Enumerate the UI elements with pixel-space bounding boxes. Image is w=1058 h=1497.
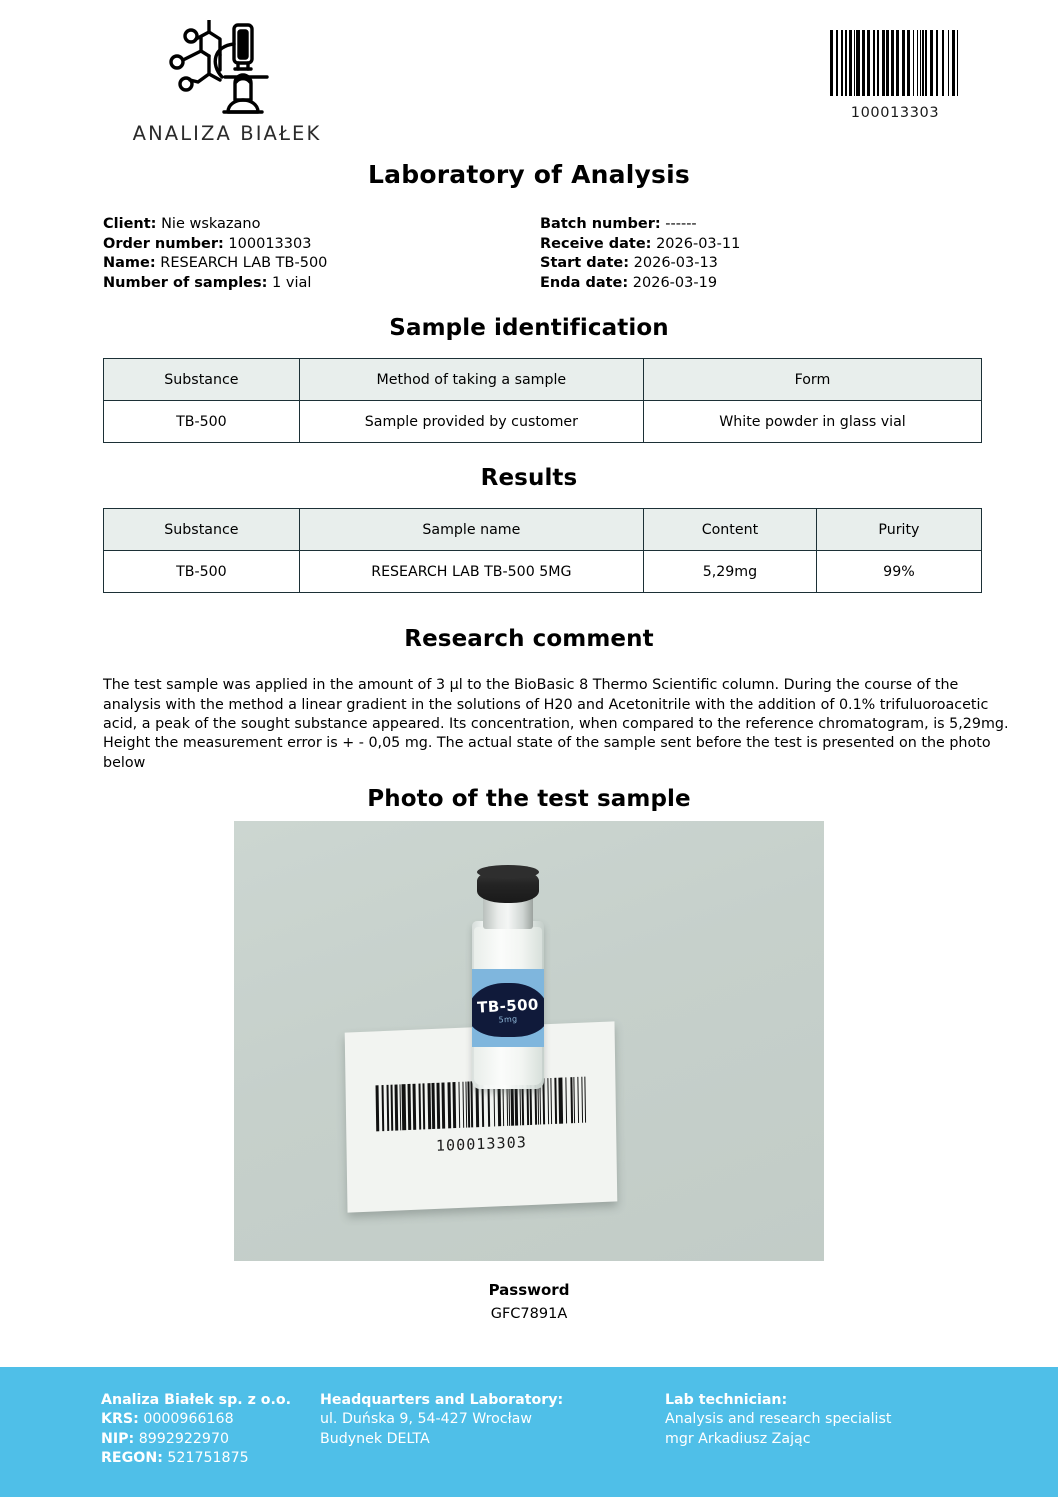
company-name: Analiza Białek sp. z o.o. bbox=[101, 1392, 292, 1408]
column-header: Purity bbox=[816, 509, 981, 551]
address-heading: Headquarters and Laboratory: bbox=[320, 1392, 564, 1408]
meta-row bbox=[540, 274, 740, 294]
company-krs-value: 0000966168 bbox=[143, 1411, 234, 1428]
meta-value: Nie wskazano bbox=[156, 216, 261, 232]
table-cell: TB-500 bbox=[104, 551, 300, 593]
meta-row bbox=[540, 254, 740, 274]
meta-label: Receive date: bbox=[540, 235, 652, 252]
company-krs-label: KRS: bbox=[101, 1411, 139, 1428]
password-value: GFC7891A bbox=[490, 1305, 568, 1322]
barcode-bars bbox=[830, 30, 961, 96]
sample-identification-table bbox=[103, 358, 982, 443]
meta-column-right bbox=[540, 215, 740, 293]
footer-address bbox=[320, 1391, 665, 1497]
meta-row bbox=[540, 235, 740, 255]
column-header: Form bbox=[643, 359, 981, 401]
meta-label: Order number: bbox=[103, 235, 224, 252]
meta-label: Start date: bbox=[540, 255, 630, 272]
meta-value: ------ bbox=[660, 216, 697, 232]
column-header: Substance bbox=[104, 359, 300, 401]
header-barcode bbox=[780, 30, 1010, 121]
table-cell: 99% bbox=[816, 551, 981, 593]
password-block bbox=[0, 1281, 1058, 1322]
microscope-molecule-icon bbox=[168, 20, 286, 116]
barcode-space bbox=[958, 30, 961, 96]
barcode-bar bbox=[584, 1076, 586, 1122]
vial-label-text: TB-500 bbox=[476, 995, 540, 1017]
company-regon-label: REGON: bbox=[101, 1450, 163, 1467]
research-comment-title: Research comment bbox=[404, 626, 654, 653]
table-cell: TB-500 bbox=[104, 401, 300, 443]
password-label: Password bbox=[488, 1280, 570, 1299]
meta-row bbox=[540, 215, 740, 235]
results-title: Results bbox=[480, 465, 578, 492]
meta-row bbox=[103, 254, 540, 274]
technician-line-2: mgr Arkadiusz Zając bbox=[665, 1430, 811, 1447]
table-cell: White powder in glass vial bbox=[643, 401, 981, 443]
company-nip-label: NIP: bbox=[101, 1430, 135, 1447]
table-header-row bbox=[104, 509, 982, 551]
meta-value: 100013303 bbox=[223, 235, 312, 252]
sample-identification-title: Sample identification bbox=[389, 315, 669, 342]
table-cell: Sample provided by customer bbox=[299, 401, 643, 443]
table-header-row bbox=[104, 359, 982, 401]
photo-container bbox=[0, 821, 1058, 1261]
column-header: Method of taking a sample bbox=[299, 359, 643, 401]
meta-label: Client: bbox=[103, 216, 157, 232]
page-footer bbox=[0, 1367, 1058, 1497]
table-row bbox=[104, 401, 982, 443]
company-regon bbox=[101, 1449, 320, 1468]
table-cell: RESEARCH LAB TB-500 5MG bbox=[299, 551, 643, 593]
brand-name: ANALIZA BIAŁEK bbox=[132, 122, 322, 145]
meta-value: 1 vial bbox=[267, 274, 312, 291]
technician-heading: Lab technician: bbox=[665, 1392, 788, 1408]
paper-barcode-number: 100013303 bbox=[435, 1132, 528, 1155]
company-nip-value: 8992922970 bbox=[138, 1430, 230, 1447]
technician-line-1: Analysis and research specialist bbox=[665, 1411, 892, 1428]
meta-column-left bbox=[103, 215, 540, 293]
page-header bbox=[0, 0, 1058, 150]
meta-value: 2026-03-11 bbox=[651, 235, 741, 252]
meta-value: 2026-03-13 bbox=[629, 255, 718, 272]
meta-label: Batch number: bbox=[540, 216, 661, 232]
photo-title: Photo of the test sample bbox=[367, 785, 691, 812]
table-row bbox=[104, 551, 982, 593]
meta-row bbox=[103, 274, 540, 294]
page-title: Laboratory of Analysis bbox=[368, 160, 690, 189]
footer-company bbox=[0, 1391, 320, 1497]
address-line-1: ul. Duńska 9, 54-427 Wrocław bbox=[320, 1411, 532, 1428]
meta-label: Number of samples: bbox=[103, 274, 268, 291]
company-regon-value: 521751875 bbox=[167, 1450, 249, 1467]
order-meta bbox=[0, 215, 1058, 293]
column-header: Content bbox=[643, 509, 816, 551]
meta-row bbox=[103, 235, 540, 255]
meta-row bbox=[103, 215, 540, 235]
company-nip bbox=[101, 1430, 320, 1449]
brand-logo bbox=[97, 20, 357, 145]
company-krs bbox=[101, 1410, 320, 1429]
address-line-2: Budynek DELTA bbox=[320, 1430, 430, 1447]
results-table bbox=[103, 508, 982, 593]
vial-label bbox=[472, 969, 544, 1047]
meta-label: Name: bbox=[103, 255, 156, 272]
meta-value: RESEARCH LAB TB-500 bbox=[155, 255, 328, 272]
footer-technician bbox=[665, 1391, 965, 1497]
meta-label: Enda date: bbox=[540, 274, 629, 291]
sample-vial bbox=[466, 851, 550, 1089]
column-header: Substance bbox=[104, 509, 300, 551]
vial-cap-top bbox=[477, 865, 539, 879]
meta-value: 2026-03-19 bbox=[628, 274, 718, 291]
sample-photo bbox=[234, 821, 824, 1261]
column-header: Sample name bbox=[299, 509, 643, 551]
barcode-number: 100013303 bbox=[850, 105, 940, 121]
vial-label-dose: 5mg bbox=[498, 1014, 518, 1025]
table-cell: 5,29mg bbox=[643, 551, 816, 593]
research-comment-text: The test sample was applied in the amount of 3 µl to the BioBasic 8 Thermo Scientific column. During the course of the analysis with the method a linear gradient in the solutions of H20 and Acetonitrile with the addition of 0.1% trifuluoroacetic acid, a peak of the sought substance appeared. Its concentration, when compared to the reference chromatogram, is 5,29mg. Height the measurement error is + - 0,05 mg. The actual state of the sample sent before the test is presented on the photo below bbox=[103, 677, 1009, 771]
